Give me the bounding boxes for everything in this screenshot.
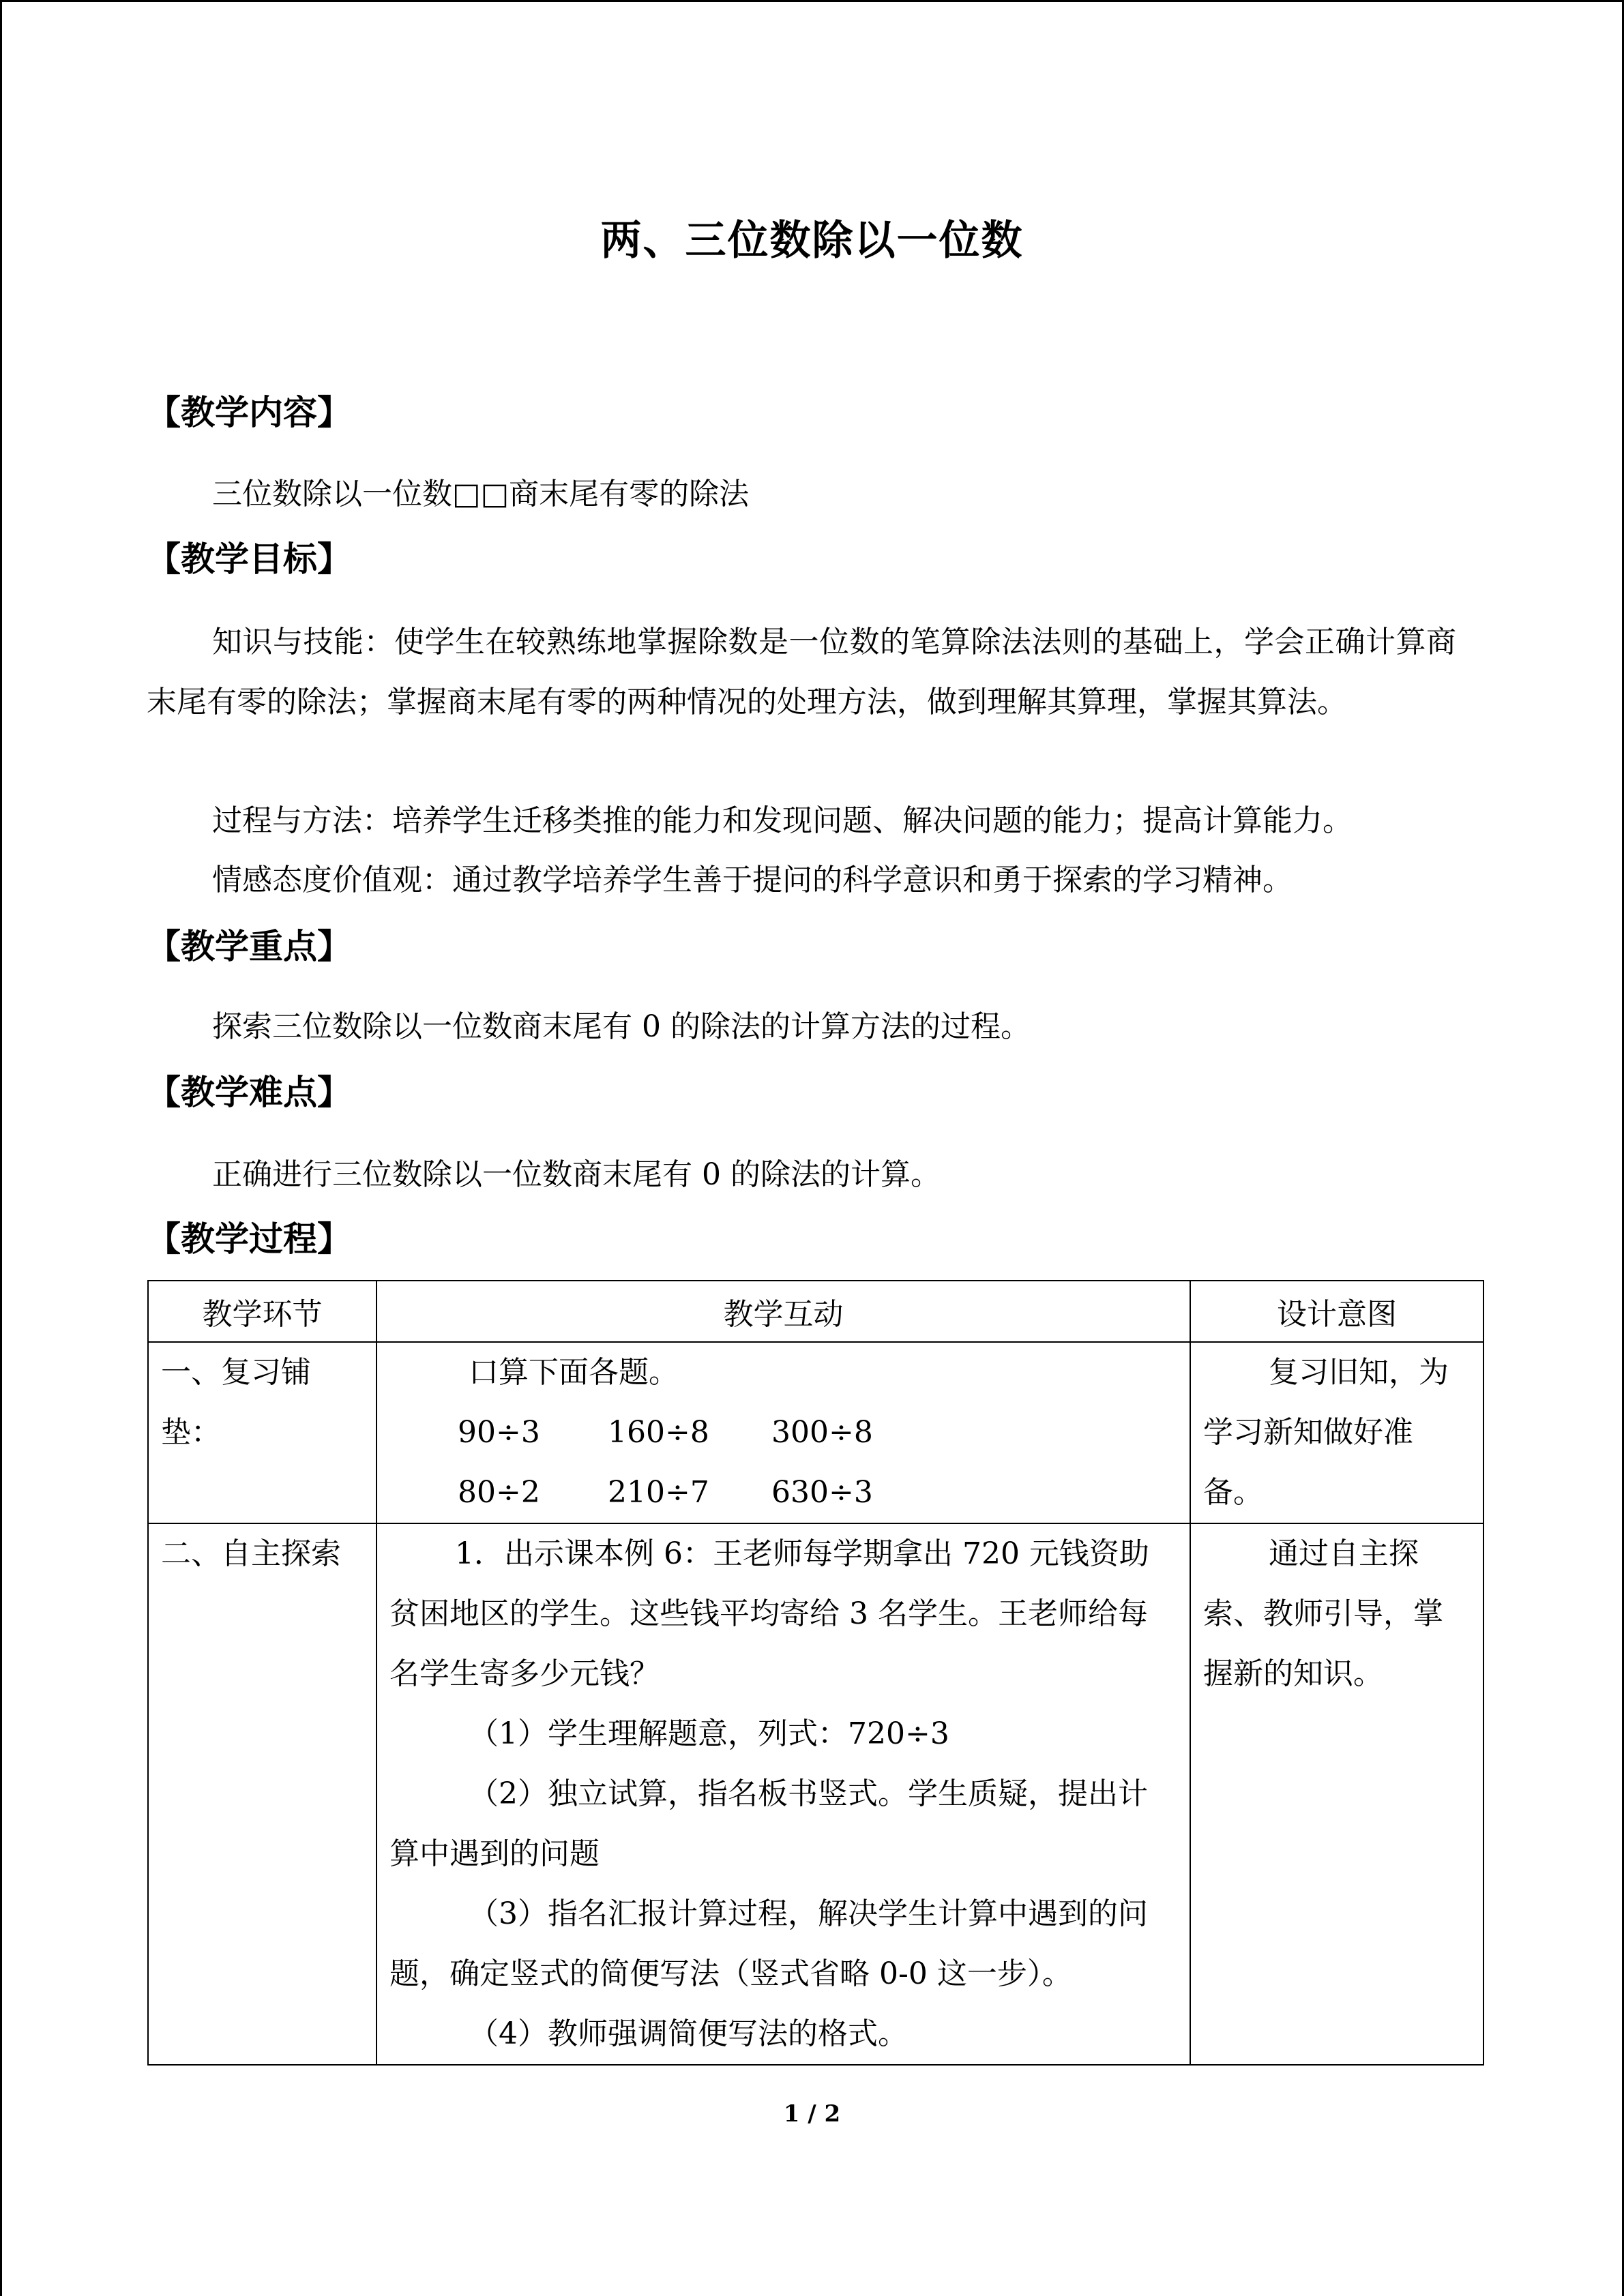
- calc-item: 210÷7: [608, 1475, 709, 1510]
- row1-intro: 口算下面各题。: [469, 1355, 679, 1390]
- row2-step4: （4）教师强调简便写法的格式。: [469, 2016, 908, 2051]
- table-row: [148, 1523, 1483, 2065]
- row2-stage: 二、自主探索: [148, 1523, 377, 2065]
- row1-interaction: [377, 1342, 1190, 1523]
- calc-row-1: [389, 1403, 1177, 1463]
- calc-item: 90÷3: [458, 1415, 540, 1450]
- calc-row-2: [389, 1463, 1177, 1523]
- calc-item: 160÷8: [608, 1415, 709, 1450]
- table-row: [148, 1342, 1483, 1523]
- row2-interaction: [377, 1523, 1190, 2065]
- row2-example: 1．出示课本例 6：王老师每学期拿出 720 元钱资助贫困地区的学生。这些钱平均寄给 3 名学生。王老师给每名学生寄多少元钱？: [389, 1536, 1149, 1691]
- header-interaction: 教学互动: [377, 1281, 1190, 1342]
- heading-goals: 【教学目标】: [147, 539, 351, 579]
- heading-process: 【教学过程】: [147, 1219, 351, 1259]
- goal-emotion: 情感态度价值观：通过教学培养学生善于提问的科学意识和勇于探索的学习精神。: [212, 863, 1293, 897]
- heading-difficulties: 【教学难点】: [147, 1072, 351, 1112]
- heading-key-points: 【教学重点】: [147, 926, 351, 966]
- document-title: 两、三位数除以一位数: [600, 217, 1024, 265]
- heading-content: 【教学内容】: [147, 392, 351, 432]
- page-number: 1 / 2: [783, 2100, 841, 2128]
- row2-step1: （1）学生理解题意，列式：720÷3: [469, 1716, 949, 1751]
- key-points-text: 探索三位数除以一位数商末尾有 0 的除法的计算方法的过程。: [212, 1009, 1031, 1044]
- calc-item: 300÷8: [771, 1415, 873, 1450]
- row1-intent: 复习旧知，为学习新知做好准备。: [1190, 1342, 1483, 1523]
- goal-process: 过程与方法：培养学生迁移类推的能力和发现问题、解决问题的能力；提高计算能力。: [212, 803, 1353, 838]
- row1-stage: 一、复习铺垫：: [148, 1342, 377, 1523]
- header-intent: 设计意图: [1190, 1281, 1483, 1342]
- content-text: 三位数除以一位数□□商末尾有零的除法: [212, 477, 750, 511]
- calc-item: 630÷3: [771, 1475, 873, 1510]
- goal-knowledge: 知识与技能：使学生在较熟练地掌握除数是一位数的笔算除法法则的基础上，学会正确计算商末尾有零的除法；掌握商末尾有零的两种情况的处理方法，做到理解其算理，掌握其算法。: [147, 625, 1456, 719]
- lesson-process-table: [147, 1280, 1484, 2066]
- difficulties-text: 正确进行三位数除以一位数商末尾有 0 的除法的计算。: [212, 1157, 941, 1192]
- row2-step2: （2）独立试算，指名板书竖式。学生质疑，提出计算中遇到的问题: [389, 1776, 1148, 1871]
- row2-intent: 通过自主探索、教师引导，掌握新的知识。: [1190, 1523, 1483, 2065]
- calc-item: 80÷2: [458, 1475, 540, 1510]
- row2-step3: （3）指名汇报计算过程，解决学生计算中遇到的问题，确定竖式的简便写法（竖式省略 0-0 这一步）。: [389, 1896, 1148, 1991]
- table-header-row: [148, 1281, 1483, 1342]
- header-stage: 教学环节: [148, 1281, 377, 1342]
